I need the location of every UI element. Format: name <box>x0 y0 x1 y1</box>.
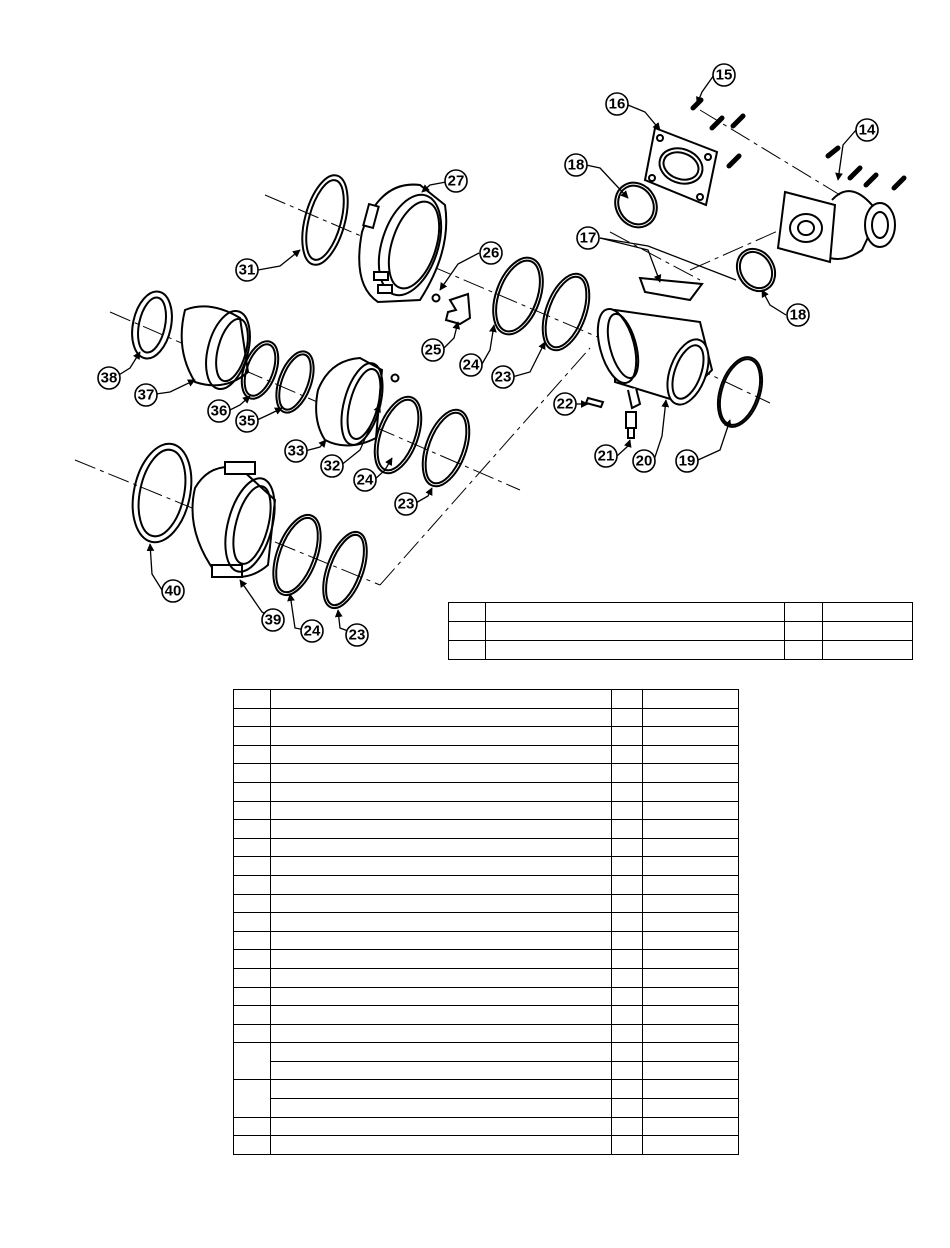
svg-text:38: 38 <box>100 369 118 387</box>
callout-38 <box>98 367 120 389</box>
callout-21 <box>595 445 617 467</box>
table-row <box>234 1099 739 1118</box>
table-row <box>234 1043 739 1062</box>
table-row <box>234 1117 739 1136</box>
coupling-27 <box>359 185 452 304</box>
svg-text:25: 25 <box>424 341 442 359</box>
callout-37 <box>135 384 157 406</box>
table-row <box>234 727 739 746</box>
svg-text:23: 23 <box>397 495 415 513</box>
table-row <box>449 641 913 660</box>
table-row <box>234 931 739 950</box>
callout-36 <box>208 400 230 422</box>
svg-text:35: 35 <box>238 412 256 430</box>
callout-26 <box>480 242 502 264</box>
table-row <box>234 838 739 857</box>
table-row <box>234 820 739 839</box>
callout-35 <box>236 410 258 432</box>
svg-text:16: 16 <box>608 95 626 113</box>
table-row <box>234 968 739 987</box>
svg-text:39: 39 <box>264 611 282 629</box>
callout-14 <box>856 119 878 141</box>
callout-20 <box>633 450 655 472</box>
svg-text:17: 17 <box>579 229 597 247</box>
callout-24 <box>301 620 323 642</box>
svg-text:22: 22 <box>556 395 574 413</box>
callout-25 <box>422 339 444 361</box>
svg-text:40: 40 <box>164 582 182 600</box>
svg-text:18: 18 <box>789 306 807 324</box>
svg-text:18: 18 <box>567 156 585 174</box>
svg-text:20: 20 <box>635 452 653 470</box>
svg-text:36: 36 <box>210 402 228 420</box>
snap-rings-top <box>484 251 599 357</box>
callout-27 <box>445 170 467 192</box>
svg-text:33: 33 <box>287 442 305 460</box>
elbow-body <box>778 191 895 262</box>
table-row <box>449 622 913 641</box>
table-row <box>449 603 913 622</box>
callout-24 <box>460 354 482 376</box>
svg-text:31: 31 <box>238 261 256 279</box>
callout-39 <box>262 609 284 631</box>
svg-text:21: 21 <box>597 447 615 465</box>
svg-text:23: 23 <box>494 368 512 386</box>
valve-body <box>591 305 717 410</box>
coupling-39 <box>193 462 284 577</box>
latch-parts <box>433 294 471 324</box>
svg-text:27: 27 <box>447 172 465 190</box>
screw-and-fitting <box>586 398 636 438</box>
table-row <box>234 1136 739 1155</box>
callout-17 <box>577 227 599 249</box>
callout-15 <box>713 64 735 86</box>
flange-plate <box>645 128 717 205</box>
svg-text:24: 24 <box>303 622 321 640</box>
callout-19 <box>676 450 698 472</box>
svg-text:37: 37 <box>137 386 155 404</box>
svg-text:23: 23 <box>348 626 366 644</box>
svg-text:24: 24 <box>356 471 374 489</box>
table-row <box>234 690 739 709</box>
gasket-38 <box>126 288 177 362</box>
gasket-40 <box>124 438 200 547</box>
callout-23 <box>395 493 417 515</box>
table-row <box>234 764 739 783</box>
callout-18 <box>787 304 809 326</box>
callout-32 <box>321 455 343 477</box>
parts-table-small <box>448 602 913 660</box>
svg-text:19: 19 <box>678 452 696 470</box>
svg-text:26: 26 <box>482 244 500 262</box>
svg-text:24: 24 <box>462 356 480 374</box>
wedge-part <box>640 278 702 300</box>
callout-23 <box>346 624 368 646</box>
table-row <box>234 708 739 727</box>
table-row <box>234 1006 739 1025</box>
table-row <box>234 857 739 876</box>
table-row <box>234 950 739 969</box>
callout-18 <box>565 154 587 176</box>
ring-19 <box>710 352 770 433</box>
table-row <box>234 1080 739 1099</box>
ring-31 <box>294 170 356 269</box>
callout-24 <box>354 469 376 491</box>
svg-text:32: 32 <box>323 457 341 475</box>
table-row <box>234 913 739 932</box>
table-row <box>234 1061 739 1080</box>
table-row <box>234 894 739 913</box>
callout-16 <box>606 93 628 115</box>
parts-table-main <box>233 689 739 1155</box>
table-row <box>234 987 739 1006</box>
table-row <box>234 745 739 764</box>
table-row <box>234 875 739 894</box>
snap-rings-middle <box>366 391 479 493</box>
snap-rings-bottom <box>264 509 376 614</box>
table-row <box>234 801 739 820</box>
callout-22 <box>554 393 576 415</box>
callout-40 <box>162 580 184 602</box>
svg-text:15: 15 <box>715 66 733 84</box>
svg-text:14: 14 <box>858 121 876 139</box>
table-row <box>234 1024 739 1043</box>
callout-23 <box>492 366 514 388</box>
adapter-33 <box>316 358 398 449</box>
table-row <box>234 782 739 801</box>
callout-33 <box>285 440 307 462</box>
callout-31 <box>236 259 258 281</box>
